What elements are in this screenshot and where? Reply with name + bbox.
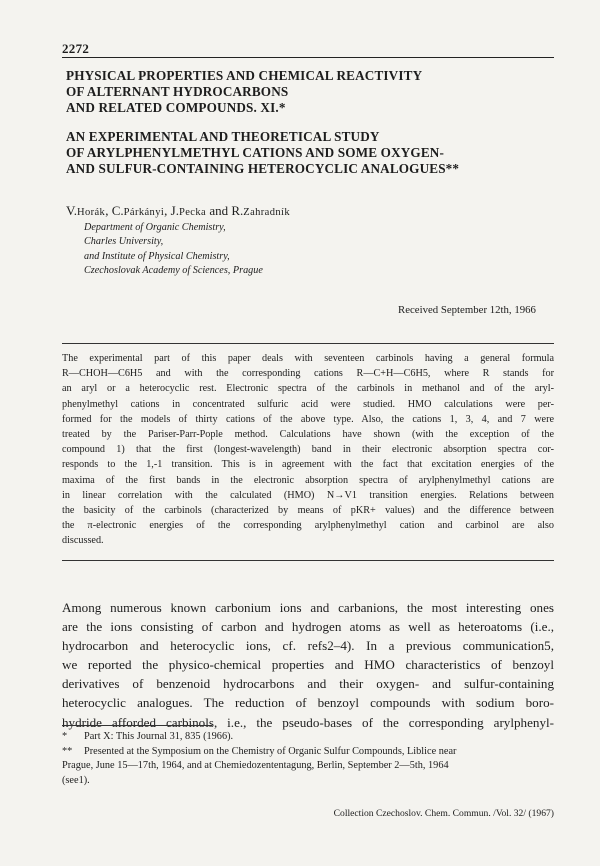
footnote-mark: * — [62, 731, 68, 742]
abstract-line: discussed. — [62, 535, 104, 547]
affiliation-line: Charles University, — [84, 236, 164, 248]
title-line: PHYSICAL PROPERTIES AND CHEMICAL REACTIVITY — [66, 68, 423, 83]
abstract-line: compound 1) that the first (longest-wavelength) band in their electronic absorption spectra cor- — [62, 444, 554, 456]
author-name: Párkányi — [123, 207, 165, 218]
author-separator: and — [206, 203, 232, 218]
body-text — [62, 598, 554, 732]
paper-title — [66, 68, 546, 116]
subtitle-line: OF ARYLPHENYLMETHYL CATIONS AND SOME OXYGEN- — [66, 145, 444, 160]
title-line: AND RELATED COMPOUNDS. XI.* — [66, 100, 286, 115]
abstract-line: the basicity of the carbinols (characterized by means of pKR+ values) and the difference between — [62, 505, 554, 517]
abstract-line: an aryl or a heterocyclic rest. Electronic spectra of the carbinols in methanol and of the aryl- — [62, 383, 554, 395]
subtitle-line: AND SULFUR-CONTAINING HETEROCYCLIC ANALOGUES** — [66, 161, 460, 176]
affiliation — [84, 221, 504, 279]
author-initial: C. — [111, 203, 124, 218]
author-initial: R. — [231, 203, 244, 218]
abstract-line: treated by the Pariser-Parr-Pople method. Calculations have shown (with the exception of the — [62, 429, 554, 441]
body-line: Among numerous known carbonium ions and carbanions, the most interesting ones — [62, 600, 554, 615]
received-date: Received September 12th, 1966 — [398, 304, 536, 316]
abstract-line: in linear correlation with the calculated (HMO) N→V1 transition energies. Relations between — [62, 489, 554, 501]
body-line: we reported the physico-chemical properties and HMO characteristics of benzoyl — [62, 657, 554, 673]
footnote-text: Part X: This Journal 31, 835 (1966). — [84, 731, 234, 742]
abstract-line: maxima of the first bands in the electronic absorption spectra of arylphenylmethyl cations are — [62, 474, 554, 486]
affiliation-line: and Institute of Physical Chemistry, — [84, 250, 230, 262]
body-line: hydride afforded carbinols, i.e., the pseudo-bases of the corresponding arylphenyl- — [62, 714, 554, 730]
title-line: OF ALTERNANT HYDROCARBONS — [66, 84, 289, 99]
abstract — [62, 351, 554, 549]
affiliation-line: Department of Organic Chemistry, — [84, 222, 226, 233]
affiliation-line: Czechoslovak Academy of Sciences, Prague — [84, 265, 263, 277]
footnote-continuation: Prague, June 15—17th, 1964, and at Chemiedozententagung, Berlin, September 2—5th, 1964 — [62, 760, 449, 772]
footnote-mark: ** — [62, 745, 73, 757]
subtitle-line: AN EXPERIMENTAL AND THEORETICAL STUDY — [66, 129, 380, 144]
body-line: derivatives of benzenoid hydrocarbons and their oxygen- and sulfur-containing — [62, 676, 554, 692]
abstract-line: phenylmethyl cations in concentrated sulfuric acid were studied. HMO calculations were per- — [62, 398, 554, 410]
author-list — [66, 203, 290, 219]
header-rule — [62, 57, 554, 58]
page-number: 2272 — [62, 41, 90, 56]
abstract-line: the π-electronic energies of the corresponding arylphenylmethyl cation and carbinol are also — [62, 520, 554, 532]
body-line: heterocyclic analogues. The reduction of benzoyl compounds with sodium boro- — [62, 695, 554, 711]
author-separator: , — [105, 203, 112, 218]
footnote-rule — [62, 725, 212, 726]
page-header — [62, 40, 554, 58]
body-line: are the ions consisting of carbon and hydrogen atoms as well as heteroatoms (i.e., — [62, 619, 554, 635]
author-initial: J. — [170, 203, 179, 218]
footnotes — [62, 730, 554, 788]
footnote — [62, 730, 554, 745]
author-initial: V. — [66, 203, 77, 218]
abstract-bottom-rule — [62, 560, 554, 561]
body-line: hydrocarbon and heterocyclic ions, cf. refs2–4). In a previous communication5, — [62, 638, 554, 654]
abstract-line: formed for the models of thirty cations of the above type. Also, the cations 1, 3, 4, and 7 were — [62, 413, 554, 425]
footnote-continuation: (see1). — [62, 774, 90, 786]
author-name: Horák — [76, 207, 106, 218]
footnote-text: Presented at the Symposium on the Chemistry of Organic Sulfur Compounds, Liblice near — [84, 745, 457, 757]
author-separator: , — [164, 203, 171, 218]
author-name: Zahradník — [243, 207, 291, 218]
author-name: Pecka — [178, 207, 207, 218]
footnote — [62, 745, 554, 760]
abstract-line: R—CHOH—C6H5 and with the corresponding cations R—C+H—C6H5, where R stands for — [62, 368, 554, 380]
abstract-line: responds to the 1,-1 transition. This is in agreement with the fact that excitation energies of the — [62, 459, 554, 471]
abstract-top-rule — [62, 343, 554, 344]
journal-footer: Collection Czechoslov. Chem. Commun. /Vol. 32/ (1967) — [333, 808, 554, 819]
abstract-line: The experimental part of this paper deals with seventeen carbinols having a general formula — [62, 353, 554, 364]
paper-subtitle — [66, 129, 546, 177]
